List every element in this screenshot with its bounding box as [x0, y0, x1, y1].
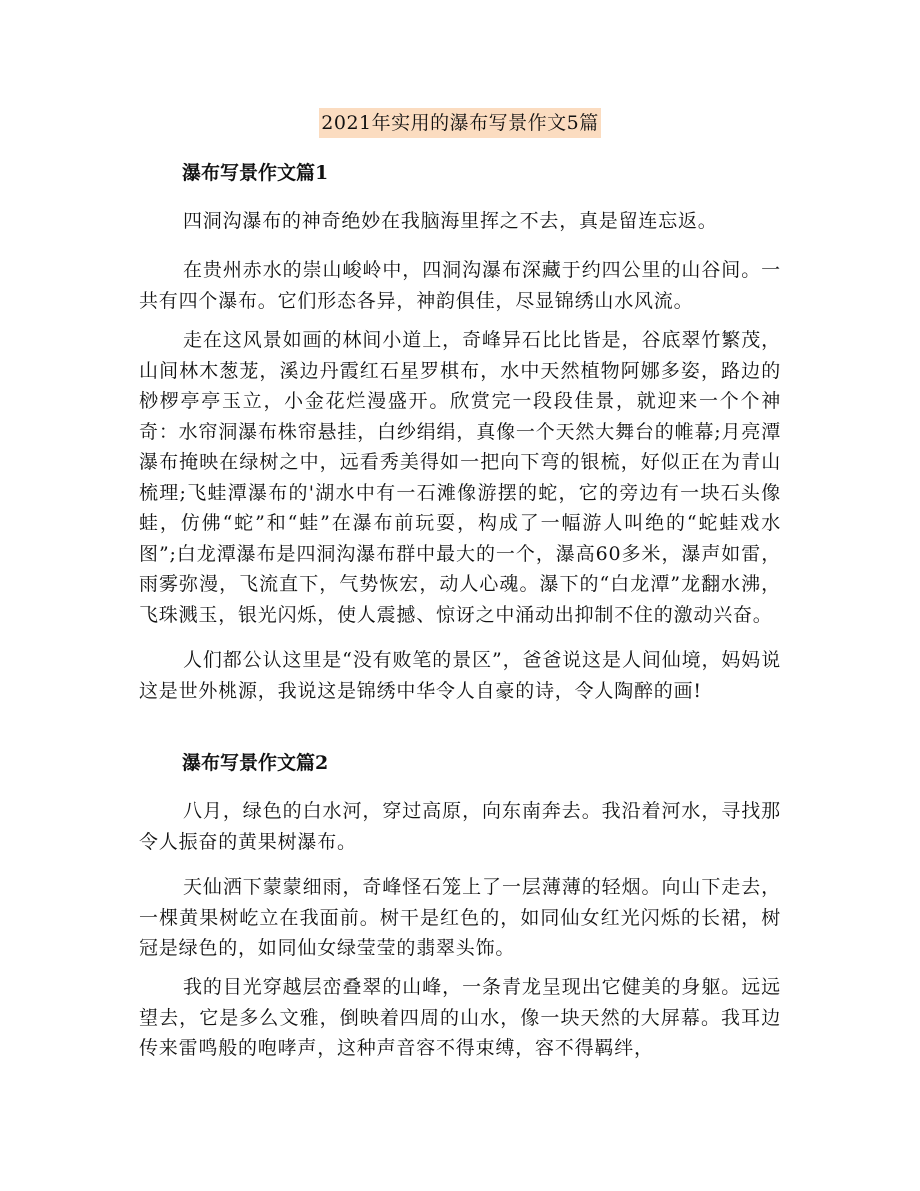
paragraph: 在贵州赤水的崇山峻岭中，四洞沟瀑布深藏于约四公里的山谷间。一共有四个瀑布。它们形态各异，神韵俱佳，尽显锦绣山水风流。 — [139, 259, 781, 312]
title-container — [0, 108, 920, 138]
paragraph: 人们都公认这里是“没有败笔的景区”，爸爸说这是人间仙境，妈妈说这是世外桃源，我说这是锦绣中华令人自豪的诗，令人陶醉的画! — [139, 649, 781, 702]
section-heading-2: 瀑布写景作文篇2 — [182, 752, 329, 774]
paragraph: 我的目光穿越层峦叠翠的山峰，一条青龙呈现出它健美的身躯。远远望去，它是多么文雅，倒映着四周的山水，像一块天然的大屏幕。我耳边传来雷鸣般的咆哮声，这种声音容不得束缚，容不得羁绊， — [139, 976, 781, 1059]
paragraph: 走在这风景如画的林间小道上，奇峰异石比比皆是，谷底翠竹繁茂，山间林木葱茏，溪边丹霞红石星罗棋布，水中天然植物阿娜多姿，路边的桫椤亭亭玉立，小金花烂漫盛开。欣赏完一段段佳景，就迎来一个个神奇：水帘洞瀑布株帘悬挂，白纱绢绢，真像一个天然大舞台的帷幕;月亮潭瀑布掩映在绿树之中，远看秀美得如一把向下弯的银梳，好似正在为青山梳理;飞蛙潭瀑布的'湖水中有一石滩像游摆的蛇，它的旁边有一块石头像蛙，仿佛“蛇”和“蛙”在瀑布前玩耍，构成了一幅游人叫绝的“蛇蛙戏水图”;白龙潭瀑布是四洞沟瀑布群中最大的一个，瀑高60多米，瀑声如雷，雨雾弥漫，飞流直下，气势恢宏，动人心魂。瀑下的“白龙潭”龙翻水沸，飞珠溅玉，银光闪烁，使人震撼、惊讶之中涌动出抑制不住的激动兴奋。 — [139, 329, 781, 626]
paragraph: 天仙洒下蒙蒙细雨，奇峰怪石笼上了一层薄薄的轻烟。向山下走去，一棵黄果树屹立在我面前。树干是红色的，如同仙女红光闪烁的长裙，树冠是绿色的，如同仙女绿莹莹的翡翠头饰。 — [139, 876, 781, 959]
section-heading-1: 瀑布写景作文篇1 — [182, 162, 329, 184]
paragraph: 四洞沟瀑布的神奇绝妙在我脑海里挥之不去，真是留连忘返。 — [183, 210, 718, 232]
paragraph: 八月，绿色的白水河，穿过高原，向东南奔去。我沿着河水，寻找那令人振奋的黄果树瀑布。 — [139, 800, 781, 853]
document-title: 2021年实用的瀑布写景作文5篇 — [319, 108, 600, 138]
